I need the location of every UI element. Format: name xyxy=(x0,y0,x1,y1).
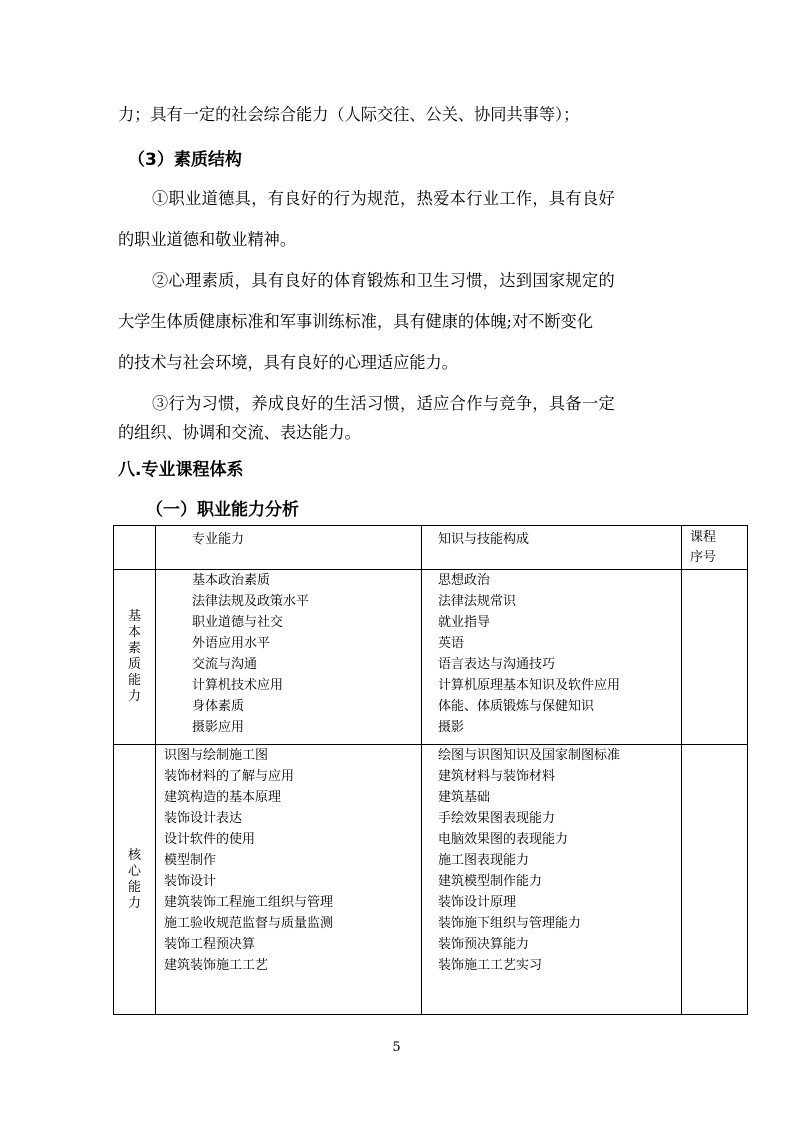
list-item: 法律法规常识 xyxy=(438,594,517,609)
category-core-ability: 核 心 能 力 xyxy=(114,745,156,1015)
list-item: 建筑构造的基本原理 xyxy=(164,790,282,805)
ability-analysis-table xyxy=(113,525,748,1015)
ability-list-cell xyxy=(156,570,422,745)
list-item: 设计软件的使用 xyxy=(164,832,256,847)
list-item: 基本政治素质 xyxy=(192,573,271,588)
list-item: 绘图与识图知识及国家制图标准 xyxy=(438,748,621,763)
paragraph-line: 大学生体质健康标准和军事训练标准，具有健康的体魄;对不断变化 xyxy=(118,312,593,331)
list-item: 计算机原理基本知识及软件应用 xyxy=(438,678,621,693)
ability-list-cell xyxy=(156,745,422,1015)
list-item: 装饰工程预决算 xyxy=(164,937,256,952)
course-number-cell xyxy=(682,745,748,1015)
list-item: 装饰设计原理 xyxy=(438,895,517,910)
paragraph-line: 的组织、协调和交流、表达能力。 xyxy=(118,423,361,442)
knowledge-list-cell xyxy=(422,570,682,745)
list-item: 英语 xyxy=(438,636,465,651)
list-item: 施工图表现能力 xyxy=(438,853,530,868)
table-header-knowledge: 知识与技能构成 xyxy=(422,526,682,570)
paragraph-line: ②心理素质，具有良好的体育锻炼和卫生习惯，达到国家规定的 xyxy=(152,271,616,290)
table-header-course-number: 课程 序号 xyxy=(682,526,748,570)
table-header-ability: 专业能力 xyxy=(156,526,422,570)
table-header-row xyxy=(114,526,748,570)
paragraph-line: ①职业道德具，有良好的行为规范，热爱本行业工作，具有良好 xyxy=(152,189,616,208)
list-item: 建筑模型制作能力 xyxy=(438,874,543,889)
table-header-empty-cell xyxy=(114,526,156,570)
list-item: 装饰设计表达 xyxy=(164,811,243,826)
chapter-heading: 八.专业课程体系 xyxy=(118,460,244,480)
list-item: 职业道德与社交 xyxy=(192,615,284,630)
list-item: 装饰材料的了解与应用 xyxy=(164,769,295,784)
list-item: 摄影应用 xyxy=(192,720,245,735)
list-item: 交流与沟通 xyxy=(192,657,258,672)
list-item: 体能、体质锻炼与保健知识 xyxy=(438,699,595,714)
page-number: 5 xyxy=(392,1040,401,1055)
list-item: 手绘效果图表现能力 xyxy=(438,811,556,826)
list-item: 建筑材料与装饰材料 xyxy=(438,769,556,784)
list-item: 识图与绘制施工图 xyxy=(164,748,269,763)
list-item: 身体素质 xyxy=(192,699,245,714)
list-item: 电脑效果图的表现能力 xyxy=(438,832,569,847)
paragraph-line: 的技术与社会环境，具有良好的心理适应能力。 xyxy=(118,353,458,372)
list-item: 装饰预决算能力 xyxy=(438,937,530,952)
paragraph-line: ③行为习惯，养成良好的生活习惯，适应合作与竞争，具备一定 xyxy=(152,394,616,413)
list-item: 模型制作 xyxy=(164,853,217,868)
list-item: 建筑装饰施工工艺 xyxy=(164,958,269,973)
category-basic-quality: 基 本 素 质 能 力 xyxy=(114,570,156,745)
table-row xyxy=(114,570,748,745)
sub-heading: （一）职业能力分析 xyxy=(146,500,299,520)
list-item: 语言表达与沟通技巧 xyxy=(438,657,556,672)
list-item: 计算机技术应用 xyxy=(192,678,284,693)
section-heading-quality-structure: （3）素质结构 xyxy=(128,150,242,170)
list-item: 建筑基础 xyxy=(438,790,491,805)
list-item: 思想政治 xyxy=(438,573,491,588)
table-row xyxy=(114,745,748,1015)
knowledge-list-cell xyxy=(422,745,682,1015)
list-item: 装饰施工工艺实习 xyxy=(438,958,543,973)
list-item: 装饰设计 xyxy=(164,874,217,889)
list-item: 装饰施下组织与管理能力 xyxy=(438,916,582,931)
list-item: 施工验收规范监督与质量监测 xyxy=(164,916,334,931)
course-number-cell xyxy=(682,570,748,745)
text-line: 力；具有一定的社会综合能力（人际交往、公关、协同共事等）； xyxy=(118,105,580,124)
list-item: 法律法规及政策水平 xyxy=(192,594,310,609)
list-item: 就业指导 xyxy=(438,615,491,630)
paragraph-line: 的职业道德和敬业精神。 xyxy=(118,230,297,249)
list-item: 建筑装饰工程施工组织与管理 xyxy=(164,895,334,910)
list-item: 外语应用水平 xyxy=(192,636,271,651)
list-item: 摄影 xyxy=(438,720,465,735)
